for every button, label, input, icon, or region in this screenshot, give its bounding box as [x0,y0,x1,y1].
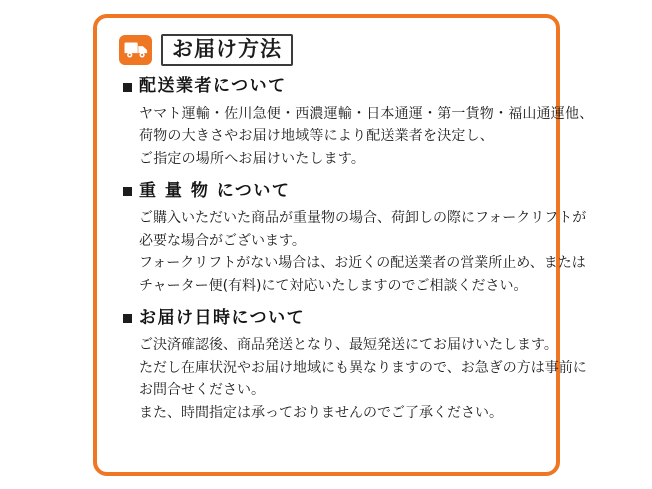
shipping-info-card [93,14,594,476]
body-line: ご購入いただいた商品が重量物の場合、荷卸しの際にフォークリフトが [139,209,587,226]
square-bullet-icon [123,187,132,196]
card-content [97,18,594,472]
section-body [139,207,587,298]
body-line: 荷物の大きさやお届け地域等により配送業者を決定し、 [139,128,494,145]
section-heading [123,76,536,96]
section-title: お届け日時について [139,307,306,328]
section-delivery-datetime [117,307,587,425]
delivery-truck-icon [119,35,152,65]
body-line: フォークリフトがない場合は、お近くの配送業者の営業所止め、または [139,255,586,272]
section-title: 重 量 物 について [139,180,291,201]
body-line: 必要な場合がございます。 [139,232,306,249]
section-shipping-carriers [117,76,594,170]
section-title: 配送業者について [139,76,287,97]
page-title: お届け方法 [172,37,282,61]
section-heading [123,181,536,201]
section-body [139,103,594,171]
body-line: チャーター便(有料)にて対応いたしますのでご相談ください。 [139,277,528,294]
section-heading [123,308,536,328]
page-title-box [161,34,293,66]
body-line: ご決済確認後、商品発送となり、最短発送にてお届けいたします。 [139,337,558,354]
body-line: ご指定の場所へお届けいたします。 [139,150,366,167]
card-header [119,34,536,66]
body-line: お問合せください。 [139,382,265,399]
body-line: ただし在庫状況やお届け地域にも異なりますので、お急ぎの方は事前に [139,359,587,376]
body-line: ヤマト運輸・佐川急便・西濃運輸・日本通運・第一貨物・福山通運他、 [139,105,594,122]
body-line: また、時間指定は承っておりませんのでご了承ください。 [139,405,503,422]
square-bullet-icon [123,314,132,323]
section-heavy-items [117,180,587,298]
square-bullet-icon [123,83,132,92]
section-body [139,334,587,425]
